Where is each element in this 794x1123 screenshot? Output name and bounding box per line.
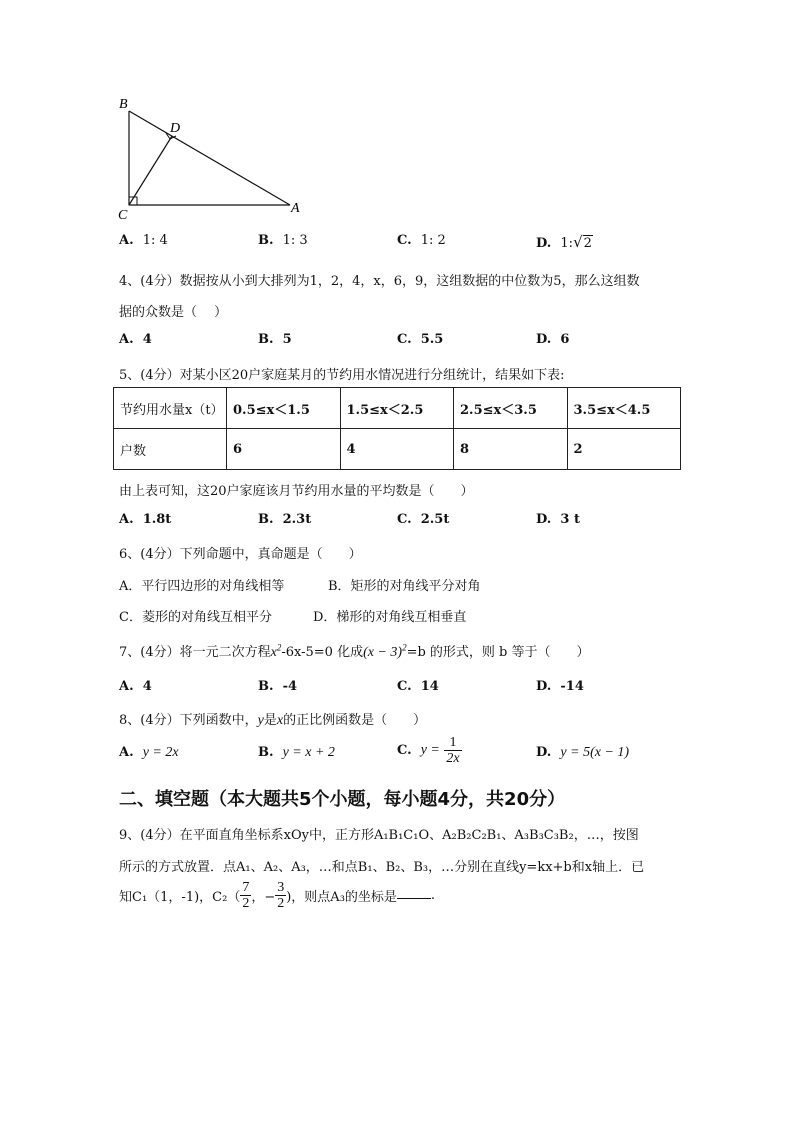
fraction-one-over-2x: $\frac{1}{2x}$ (446, 735, 460, 766)
q5-option-b[interactable]: B. 2.3t (258, 512, 312, 527)
q4-option-d[interactable]: D. 6 (536, 332, 570, 347)
q5-option-d[interactable]: D. 3 t (536, 512, 580, 527)
q8-option-d[interactable]: D. y = 5(x − 1) (536, 745, 630, 760)
q4-option-c[interactable]: C. 5.5 (397, 332, 444, 347)
q3-option-a[interactable]: A. 1: 4 (119, 233, 168, 248)
squared-binomial: $(x - 3)^2$ (363, 642, 407, 660)
q5-line1: 5、(4分）对某小区20户家庭某月的节约用水情况进行分组统计，结果如下表: (119, 368, 565, 383)
q6-option-d[interactable]: D．梯形的对角线互相垂直 (313, 610, 467, 625)
label-c: C (118, 208, 128, 223)
segment-cd (129, 136, 172, 205)
q6-line1: 6、(4分）下列命题中，真命题是（ ） (119, 547, 362, 562)
table-row (114, 429, 681, 470)
q9-line3: 知C₁（1，-1)，C₂（ $\frac{7}{2}$ ，− $\frac{3}{2}$ )，则点A₃的坐标是 . (119, 880, 436, 911)
fraction-3-2: $\frac{3}{2}$ (277, 880, 285, 911)
table-cell: 8 (454, 429, 568, 470)
q4-line2: 据的众数是（ ） (119, 305, 228, 320)
fraction-7-2: $\frac{7}{2}$ (242, 880, 250, 911)
q8-option-c[interactable]: C. y = $\frac{1}{2x}$ (397, 735, 460, 766)
q7-option-d[interactable]: D. -14 (536, 679, 584, 694)
q5-option-a[interactable]: A. 1.8t (119, 512, 172, 527)
q5-option-c[interactable]: C. 2.5t (397, 512, 450, 527)
answer-blank[interactable] (397, 886, 431, 899)
table-cell: 4 (340, 429, 454, 470)
table-cell: 2 (567, 429, 681, 470)
table-cell: 节约用水量x（t） (114, 388, 227, 429)
q7-line: 7、(4分）将一元二次方程$x^2-6x-5=0$ 化成$(x - 3)^2=b$ 的形式，则 b 等于（ ） (119, 642, 590, 660)
q3-option-c[interactable]: C. 1: 2 (397, 233, 446, 248)
q6-option-a[interactable]: A．平行四边形的对角线相等 (119, 579, 285, 594)
sqrt-radicand: 2 (583, 236, 592, 251)
table-cell: 6 (227, 429, 341, 470)
label-b: B (119, 97, 128, 112)
q3-option-b[interactable]: B. 1: 3 (258, 233, 308, 248)
label-d: D (170, 121, 181, 136)
q8-line: 8、(4分）下列函数中，y是x的正比例函数是（ ） (119, 713, 427, 728)
q7-option-a[interactable]: A. 4 (119, 679, 152, 694)
table-cell: 2.5≤x＜3.5 (454, 388, 568, 429)
table-cell: 0.5≤x＜1.5 (227, 388, 341, 429)
table-cell: 1.5≤x＜2.5 (340, 388, 454, 429)
side-ab (129, 111, 290, 205)
water-usage-table (113, 387, 681, 470)
q4-line1: 4、(4分）数据按从小到大排列为1，2，4，x，6，9，这组数据的中位数为5，那么这组数 (119, 274, 640, 289)
table-cell: 户数 (114, 429, 227, 470)
q8-option-b[interactable]: B. y = x + 2 (258, 745, 335, 760)
q3-option-d[interactable]: D. 1:√2 (536, 233, 592, 251)
table-cell: 3.5≤x＜4.5 (567, 388, 681, 429)
triangle-figure (110, 92, 310, 224)
section-title: 二、填空题（本大题共5个小题，每小题4分，共20分） (119, 789, 566, 810)
q9-line1: 9、(4分）在平面直角坐标系xOy中，正方形A₁B₁C₁O、A₂B₂C₂B₁、A₃B₃C₃B₂，…，按图 (119, 828, 639, 843)
label-a: A (291, 201, 300, 216)
x-squared: $x^2$ (270, 642, 282, 660)
table-header-row (114, 388, 681, 429)
q7-option-c[interactable]: C. 14 (397, 679, 439, 694)
q7-option-b[interactable]: B. -4 (258, 679, 298, 694)
q8-option-a[interactable]: A. y = 2x (119, 745, 179, 760)
sqrt-symbol: √ (573, 233, 583, 251)
q4-option-a[interactable]: A. 4 (119, 332, 152, 347)
q6-option-b[interactable]: B．矩形的对角线平分对角 (328, 579, 481, 594)
q5-line2: 由上表可知，这20户家庭该月节约用水量的平均数是（ ） (119, 484, 474, 499)
q6-option-c[interactable]: C．菱形的对角线互相平分 (119, 610, 272, 625)
q4-option-b[interactable]: B. 5 (258, 332, 292, 347)
q9-line2: 所示的方式放置．点A₁、A₂、A₃，…和点B₁、B₂、B₃，…分别在直线y=kx+b和x轴上．已 (119, 860, 645, 875)
